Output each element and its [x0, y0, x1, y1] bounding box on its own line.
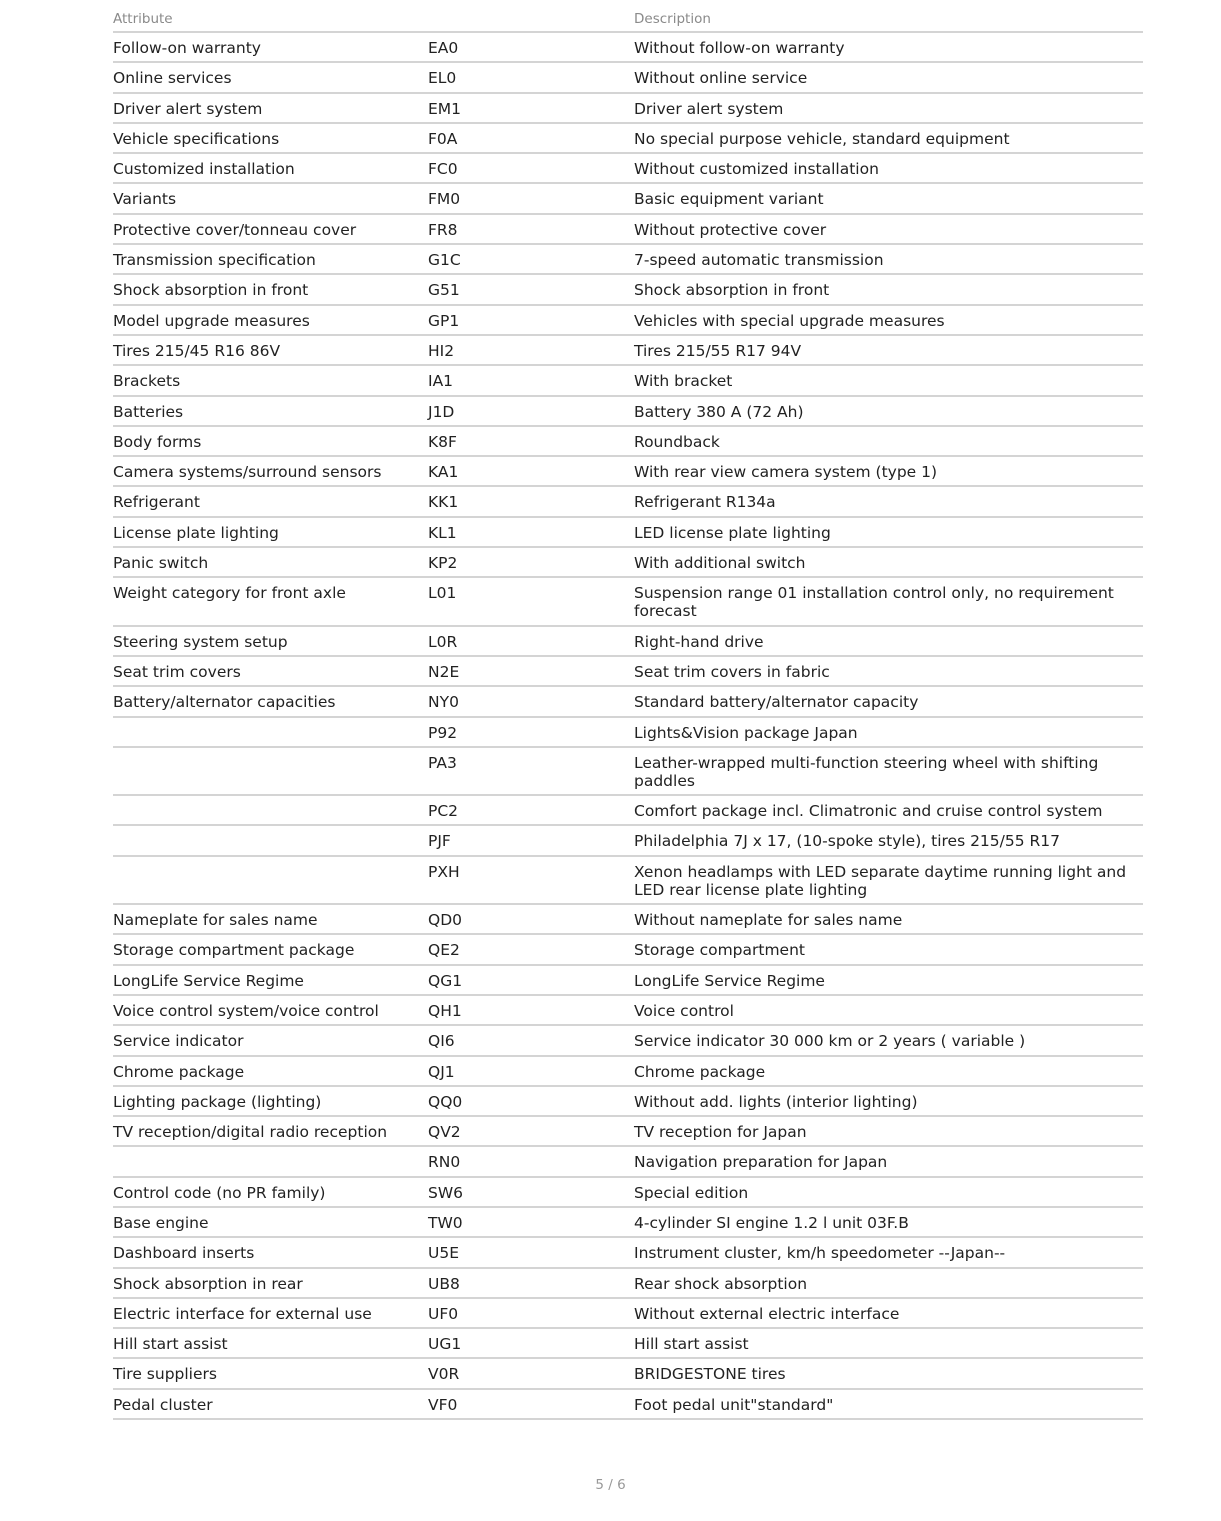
- cell-attribute: Model upgrade measures: [113, 311, 310, 330]
- table-row: [113, 275, 1143, 305]
- table-row: [113, 935, 1143, 965]
- table-row: [113, 796, 1143, 826]
- cell-description: Hill start assist: [634, 1335, 749, 1354]
- table-row: [113, 966, 1143, 996]
- cell-description: Roundback: [634, 432, 720, 451]
- cell-code: QJ1: [428, 1062, 455, 1081]
- cell-code: EM1: [428, 99, 462, 118]
- cell-attribute: Nameplate for sales name: [113, 911, 318, 930]
- cell-description: Seat trim covers in fabric: [634, 662, 830, 681]
- cell-code: FC0: [428, 160, 458, 179]
- cell-attribute: Hill start assist: [113, 1335, 228, 1354]
- cell-attribute: Variants: [113, 190, 177, 209]
- cell-attribute: [113, 724, 428, 742]
- table-body: [113, 33, 1143, 1420]
- cell-description: BRIDGESTONE tires: [634, 1365, 786, 1384]
- cell-attribute: Control code (no PR family): [113, 1183, 326, 1202]
- cell-code: FR8: [428, 220, 458, 239]
- cell-description: LED license plate lighting: [634, 523, 831, 542]
- cell-description: Right-hand drive: [634, 632, 764, 651]
- cell-code: QH1: [428, 1001, 462, 1020]
- table-row: [113, 1359, 1143, 1389]
- cell-attribute: Camera systems/surround sensors: [113, 463, 382, 482]
- cell-code: G1C: [428, 251, 461, 270]
- cell-description: Vehicles with special upgrade measures: [634, 311, 945, 330]
- cell-description: Without external electric interface: [634, 1304, 900, 1323]
- table-row: [113, 487, 1143, 517]
- cell-attribute: Tires 215/45 R16 86V: [113, 341, 281, 360]
- cell-code: HI2: [428, 341, 455, 360]
- table-row: [113, 1147, 1143, 1177]
- cell-description: With rear view camera system (type 1): [634, 463, 938, 482]
- cell-description: Lights&Vision package Japan: [634, 723, 858, 742]
- cell-code: KP2: [428, 554, 458, 573]
- cell-code: EL0: [428, 69, 457, 88]
- cell-attribute: [113, 754, 428, 790]
- cell-description: Philadelphia 7J x 17, (10-spoke style), tires 215/55 R17: [634, 832, 1061, 851]
- cell-attribute: Shock absorption in front: [113, 281, 309, 300]
- cell-code: TW0: [428, 1213, 463, 1232]
- cell-code: PC2: [428, 802, 459, 821]
- cell-attribute: Vehicle specifications: [113, 129, 280, 148]
- cell-attribute: Brackets: [113, 372, 181, 391]
- cell-attribute: [113, 863, 428, 899]
- cell-description: Without follow-on warranty: [634, 39, 845, 57]
- cell-code: NY0: [428, 693, 459, 712]
- table-row: [113, 33, 1143, 63]
- cell-attribute: Protective cover/tonneau cover: [113, 220, 357, 239]
- cell-attribute: TV reception/digital radio reception: [113, 1123, 388, 1142]
- table-row: [113, 336, 1143, 366]
- cell-attribute: Follow-on warranty: [113, 39, 261, 57]
- cell-code: V0R: [428, 1365, 460, 1384]
- cell-code: K8F: [428, 432, 457, 451]
- equipment-table: [113, 9, 1143, 1420]
- cell-code: QQ0: [428, 1092, 463, 1111]
- cell-code: FM0: [428, 190, 461, 209]
- cell-description: Driver alert system: [634, 99, 784, 118]
- cell-attribute: Body forms: [113, 432, 202, 451]
- cell-code: PXH: [428, 862, 460, 881]
- cell-code: P92: [428, 723, 458, 742]
- cell-code: L0R: [428, 632, 458, 651]
- table-row: [113, 94, 1143, 124]
- cell-attribute: Batteries: [113, 402, 184, 421]
- table-row: [113, 124, 1143, 154]
- table-row: [113, 215, 1143, 245]
- cell-attribute: Weight category for front axle: [113, 584, 346, 603]
- cell-description: Instrument cluster, km/h speedometer --Japan--: [634, 1244, 1006, 1263]
- table-row: [113, 578, 1143, 626]
- cell-description: Basic equipment variant: [634, 190, 824, 209]
- table-row: [113, 826, 1143, 856]
- cell-attribute: Pedal cluster: [113, 1395, 213, 1414]
- cell-code: SW6: [428, 1183, 464, 1202]
- cell-code: J1D: [428, 402, 455, 421]
- cell-attribute: Panic switch: [113, 554, 209, 573]
- table-row: [113, 1026, 1143, 1056]
- cell-attribute: Base engine: [113, 1213, 209, 1232]
- cell-code: L01: [428, 584, 457, 603]
- table-row: [113, 1269, 1143, 1299]
- table-row: [113, 687, 1143, 717]
- table-row: [113, 996, 1143, 1026]
- table-row: [113, 1057, 1143, 1087]
- cell-attribute: Transmission specification: [113, 251, 316, 270]
- table-row: [113, 1238, 1143, 1268]
- table-row: [113, 1208, 1143, 1238]
- cell-code: EA0: [428, 39, 459, 57]
- table-row: [113, 306, 1143, 336]
- header-description: Description: [634, 11, 711, 27]
- cell-attribute: Voice control system/voice control: [113, 1001, 379, 1020]
- table-row: [113, 1117, 1143, 1147]
- cell-attribute: Shock absorption in rear: [113, 1274, 303, 1293]
- header-attribute: Attribute: [113, 11, 173, 27]
- cell-code: PA3: [428, 753, 457, 772]
- cell-code: QG1: [428, 971, 463, 990]
- cell-attribute: License plate lighting: [113, 523, 279, 542]
- cell-code: UG1: [428, 1335, 462, 1354]
- cell-code: RN0: [428, 1153, 461, 1172]
- cell-code: IA1: [428, 372, 454, 391]
- cell-code: KA1: [428, 463, 459, 482]
- cell-code: UF0: [428, 1304, 459, 1323]
- cell-code: QV2: [428, 1123, 461, 1142]
- cell-description: Shock absorption in front: [634, 281, 830, 300]
- cell-description: With additional switch: [634, 554, 806, 573]
- cell-code: QE2: [428, 941, 460, 960]
- cell-attribute: Battery/alternator capacities: [113, 693, 336, 712]
- cell-attribute: Customized installation: [113, 160, 295, 179]
- table-header: [113, 9, 1143, 33]
- table-row: [113, 184, 1143, 214]
- table-row: [113, 154, 1143, 184]
- cell-description: Navigation preparation for Japan: [634, 1153, 888, 1172]
- table-row: [113, 1178, 1143, 1208]
- table-row: [113, 457, 1143, 487]
- cell-description: Battery 380 A (72 Ah): [634, 402, 804, 421]
- cell-description: TV reception for Japan: [634, 1123, 807, 1142]
- cell-description: LongLife Service Regime: [634, 971, 825, 990]
- cell-description: Rear shock absorption: [634, 1274, 808, 1293]
- table-row: [113, 245, 1143, 275]
- table-row: [113, 657, 1143, 687]
- cell-description: Without customized installation: [634, 160, 879, 179]
- cell-attribute: Chrome package: [113, 1062, 245, 1081]
- cell-description: Without nameplate for sales name: [634, 911, 903, 930]
- cell-code: QD0: [428, 911, 462, 930]
- table-row: [113, 1390, 1143, 1420]
- cell-description: Tires 215/55 R17 94V: [634, 341, 802, 360]
- table-row: [113, 627, 1143, 657]
- cell-description: Foot pedal unit"standard": [634, 1395, 834, 1414]
- cell-description: Suspension range 01 installation control only, no requirement forecast: [634, 584, 1114, 621]
- cell-code: KK1: [428, 493, 459, 512]
- page-number: 5 / 6: [595, 1477, 626, 1493]
- cell-description: Voice control: [634, 1001, 734, 1020]
- cell-description: Comfort package incl. Climatronic and cruise control system: [634, 802, 1103, 821]
- cell-attribute: Storage compartment package: [113, 941, 355, 960]
- cell-attribute: [113, 1153, 428, 1171]
- cell-attribute: Seat trim covers: [113, 662, 241, 681]
- table-row: [113, 518, 1143, 548]
- cell-description: Without add. lights (interior lighting): [634, 1092, 918, 1111]
- cell-description: Without protective cover: [634, 220, 827, 239]
- cell-description: Chrome package: [634, 1062, 766, 1081]
- table-row: [113, 366, 1143, 396]
- cell-code: QI6: [428, 1032, 455, 1051]
- cell-attribute: Tire suppliers: [113, 1365, 217, 1384]
- cell-attribute: Steering system setup: [113, 632, 288, 651]
- table-row: [113, 857, 1143, 905]
- table-row: [113, 748, 1143, 796]
- cell-code: N2E: [428, 662, 460, 681]
- cell-attribute: Refrigerant: [113, 493, 200, 512]
- cell-attribute: Lighting package (lighting): [113, 1092, 322, 1111]
- cell-attribute: Driver alert system: [113, 99, 263, 118]
- cell-code: GP1: [428, 311, 460, 330]
- cell-code: F0A: [428, 129, 458, 148]
- cell-description: Refrigerant R134a: [634, 493, 776, 512]
- cell-attribute: Dashboard inserts: [113, 1244, 255, 1263]
- table-row: [113, 427, 1143, 457]
- cell-description: Standard battery/alternator capacity: [634, 693, 919, 712]
- cell-description: 4-cylinder SI engine 1.2 l unit 03F.B: [634, 1213, 909, 1232]
- table-row: [113, 1299, 1143, 1329]
- cell-attribute: [113, 832, 428, 850]
- table-row: [113, 548, 1143, 578]
- table-row: [113, 1087, 1143, 1117]
- cell-description: Xenon headlamps with LED separate daytime running light and LED rear license plate lighting: [634, 862, 1127, 899]
- cell-attribute: LongLife Service Regime: [113, 971, 304, 990]
- cell-description: Special edition: [634, 1183, 749, 1202]
- cell-description: Without online service: [634, 69, 808, 88]
- cell-code: G51: [428, 281, 460, 300]
- cell-attribute: Electric interface for external use: [113, 1304, 372, 1323]
- table-row: [113, 718, 1143, 748]
- cell-code: U5E: [428, 1244, 459, 1263]
- cell-description: No special purpose vehicle, standard equipment: [634, 129, 1010, 148]
- cell-code: VF0: [428, 1395, 458, 1414]
- cell-description: Leather-wrapped multi-function steering wheel with shifting paddles: [634, 753, 1099, 790]
- cell-description: 7-speed automatic transmission: [634, 251, 884, 270]
- cell-description: Service indicator 30 000 km or 2 years ( variable ): [634, 1032, 1026, 1051]
- cell-code: KL1: [428, 523, 457, 542]
- cell-description: Storage compartment: [634, 941, 805, 960]
- cell-code: UB8: [428, 1274, 460, 1293]
- cell-description: With bracket: [634, 372, 733, 391]
- cell-attribute: Service indicator: [113, 1032, 244, 1051]
- table-row: [113, 1329, 1143, 1359]
- table-row: [113, 905, 1143, 935]
- table-row: [113, 63, 1143, 93]
- cell-code: PJF: [428, 832, 451, 851]
- cell-attribute: Online services: [113, 69, 232, 88]
- cell-attribute: [113, 802, 428, 820]
- table-row: [113, 397, 1143, 427]
